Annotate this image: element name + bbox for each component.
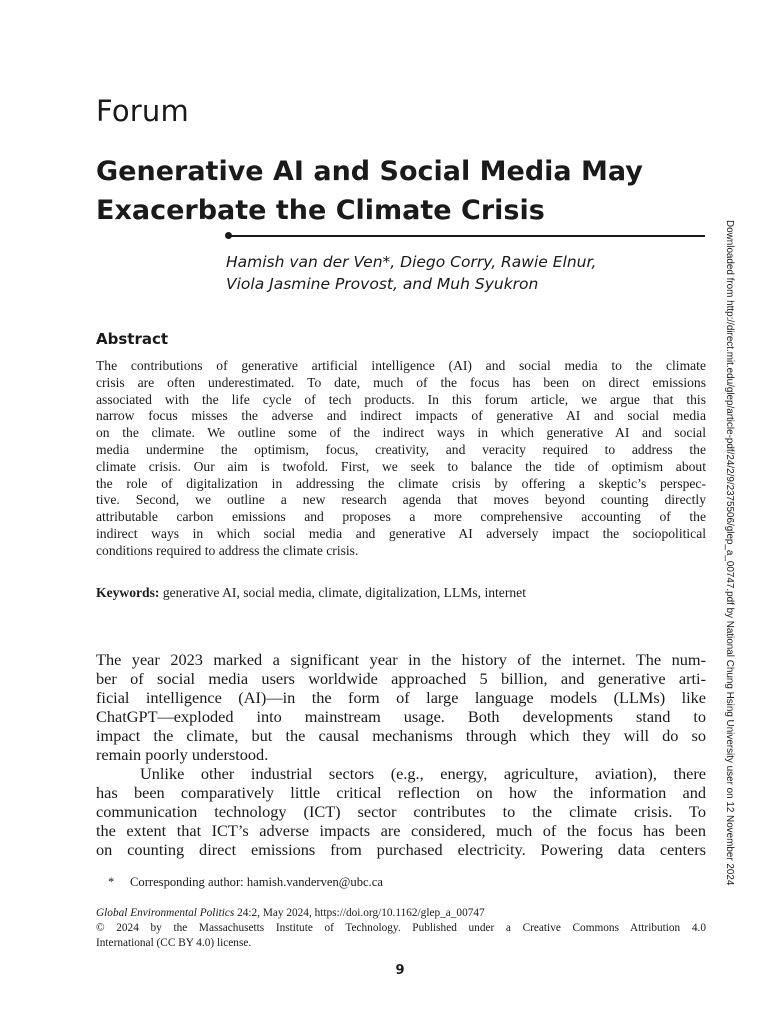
abstract-line: attributable carbon emissions and proposes a more comprehensive accounting of the xyxy=(96,509,706,525)
keywords-text: generative AI, social media, climate, digitalization, LLMs, internet xyxy=(162,585,526,600)
footnote-text: Corresponding author: hamish.vanderven@ubc.ca xyxy=(130,875,383,889)
author-list xyxy=(226,251,696,295)
abstract-line: conditions required to address the climate crisis. xyxy=(96,542,359,558)
abstract-line: crisis are often underestimated. To date, much of the focus has been on direct emissions xyxy=(96,374,706,390)
abstract-heading: Abstract xyxy=(96,330,169,348)
article-title-line-1: Generative AI and Social Media May xyxy=(96,156,643,187)
body-line: remain poorly understood. xyxy=(96,744,269,764)
body-line: the extent that ICT’s adverse impacts are considered, much of the focus has been xyxy=(96,820,706,840)
journal-info xyxy=(96,906,706,952)
footnote xyxy=(108,875,383,890)
body-line: on counting direct emissions from purchased electricity. Powering data centers xyxy=(96,839,706,859)
author-line-2: Viola Jasmine Provost, and Muh Syukron xyxy=(226,275,539,293)
copyright-line-2: International (CC BY 4.0) license. xyxy=(96,937,252,950)
body-line: communication technology (ICT) sector contributes to the climate crisis. To xyxy=(96,801,706,821)
body-line: impact the climate, but the causal mechanisms through which they will do so xyxy=(96,725,706,745)
body-line: has been comparatively little critical reflection on how the information and xyxy=(96,782,706,802)
body-line: ChatGPT—exploded into mainstream usage. Both developments stand to xyxy=(96,706,706,726)
abstract-line: media undermine the optimism, focus, creativity, and veracity required to address the xyxy=(96,441,706,457)
article-title-line-2: Exacerbate the Climate Crisis xyxy=(96,195,545,226)
body-line: The year 2023 marked a significant year in the history of the internet. The num- xyxy=(96,650,706,669)
abstract-line: climate crisis. Our aim is twofold. First, we seek to balance the tide of optimism about xyxy=(96,458,706,474)
abstract-text xyxy=(96,358,706,560)
abstract-line: tive. Second, we outline a new research agenda that moves beyond counting directly xyxy=(96,492,706,508)
citation-details: 24:2, May 2024, https://doi.org/10.1162/glep_a_00747 xyxy=(234,907,485,919)
section-label: Forum xyxy=(96,94,189,128)
article-title xyxy=(96,152,696,230)
footnote-marker: * xyxy=(108,875,115,889)
body-line: ficial intelligence (AI)—in the form of large language models (LLMs) like xyxy=(96,687,706,707)
citation-line xyxy=(96,906,706,921)
page-number: 9 xyxy=(395,963,405,978)
abstract-line: The contributions of generative artificial intelligence (AI) and social media to the climate xyxy=(96,358,706,373)
copyright-line-1: © 2024 by the Massachusetts Institute of Technology. Published under a Creative Commons Attribution 4.0 xyxy=(96,922,706,935)
keywords-label: Keywords: xyxy=(96,585,160,600)
abstract-line: indirect ways in which social media and generative AI adversely impact the sociopolitical xyxy=(96,525,706,541)
abstract-line: on the climate. We outline some of the indirect ways in which generative AI and social xyxy=(96,425,706,441)
author-line-1: Hamish van der Ven*, Diego Corry, Rawie Elnur, xyxy=(226,253,597,271)
abstract-line: narrow focus misses the adverse and indirect impacts of generative AI and social media xyxy=(96,408,706,424)
body-line: ber of social media users worldwide approached 5 billion, and generative arti- xyxy=(96,668,706,688)
download-watermark: Downloaded from http://direct.mit.edu/glep/article-pdf/24/2/9/2375506/glep_a_00747.pdf by National Chung Hsing University user on 12 November 2024 xyxy=(724,220,735,886)
abstract-line: associated with the life cycle of tech products. In this forum article, we argue that this xyxy=(96,391,706,407)
keywords xyxy=(96,585,706,601)
abstract-line: the role of digitalization in addressing the climate crisis by offering a skeptic’s perspec- xyxy=(96,475,706,491)
journal-name: Global Environmental Politics xyxy=(96,907,235,919)
body-text xyxy=(96,651,706,859)
body-line: Unlike other industrial sectors (e.g., energy, agriculture, aviation), there xyxy=(140,763,706,783)
title-divider xyxy=(228,235,705,237)
